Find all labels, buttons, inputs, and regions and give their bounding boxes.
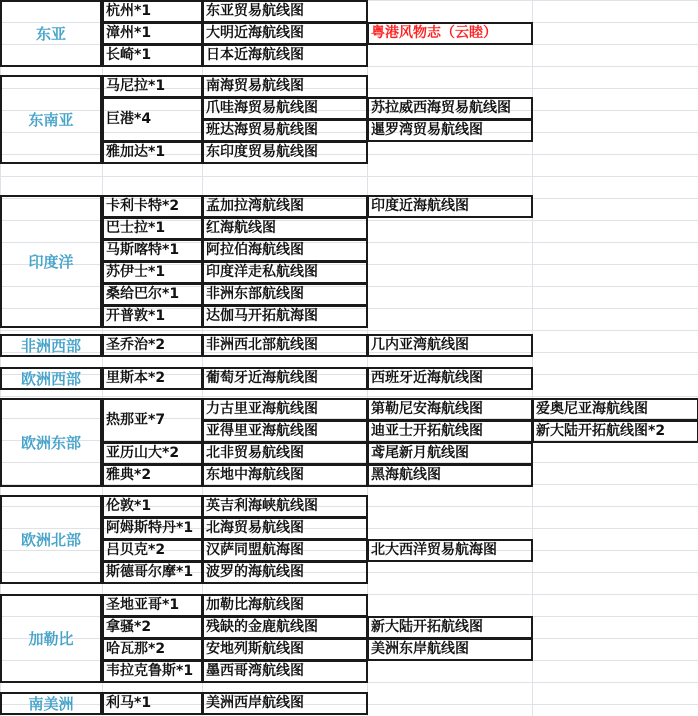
city-cell: 拿骚*2	[106, 619, 152, 635]
chart-cell: 大明近海航线图	[206, 25, 304, 41]
region-name: 欧洲北部	[20, 530, 81, 549]
chart-cell: 爱奥尼亚海航线图	[536, 401, 648, 417]
city-cell: 雅加达*1	[106, 144, 166, 160]
chart-cell: 东地中海航线图	[206, 467, 304, 483]
gridline-h	[0, 286, 698, 287]
chart-cell: 鸢尾新月航线图	[371, 445, 469, 461]
city-cell: 巴士拉*1	[106, 220, 166, 236]
chart-cell: 新大陆开拓航线图*2	[536, 423, 666, 439]
city-cell: 漳州*1	[106, 25, 152, 41]
gridline-h	[0, 396, 698, 397]
chart-cell: 印度近海航线图	[371, 198, 469, 214]
chart-cell: 第勒尼安海航线图	[371, 401, 483, 417]
region-name: 东南亚	[28, 110, 74, 129]
city-cell: 苏伊士*1	[106, 264, 166, 280]
city-cell: 里斯本*2	[106, 370, 166, 386]
gridline-h	[0, 110, 698, 111]
chart-cell: 汉萨同盟航海图	[206, 542, 304, 558]
gridline-h	[0, 374, 698, 375]
chart-cell: 美洲西岸航线图	[206, 695, 304, 711]
chart-cell: 南海贸易航线图	[206, 78, 304, 94]
chart-cell: 迪亚士开拓航线图	[371, 423, 483, 439]
region-name: 印度洋	[28, 252, 74, 271]
chart-cell: 苏拉威西海贸易航线图	[371, 100, 511, 116]
chart-cell: 非洲东部航线图	[206, 286, 304, 302]
chart-cell: 非洲西北部航线图	[206, 337, 318, 353]
chart-cell: 东亚贸易航线图	[206, 3, 304, 19]
region-name: 南美洲	[28, 694, 74, 713]
gridline-h	[0, 528, 698, 529]
chart-cell: 印度洋走私航线图	[206, 264, 318, 280]
chart-cell: 英吉利海峡航线图	[206, 498, 318, 514]
gridline-h	[0, 176, 698, 177]
city-cell: 阿姆斯特丹*1	[106, 520, 194, 536]
city-cell: 巨港*4	[106, 111, 152, 127]
chart-cell: 黑海航线图	[371, 467, 441, 483]
chart-cell: 东印度贸易航线图	[206, 144, 318, 160]
city-cell: 开普敦*1	[106, 308, 166, 324]
chart-cell: 红海航线图	[206, 220, 276, 236]
gridline-h	[0, 220, 698, 221]
city-cell: 哈瓦那*2	[106, 641, 166, 657]
chart-cell: 残缺的金鹿航线图	[206, 619, 318, 635]
city-cell: 雅典*2	[106, 467, 152, 483]
chart-cell: 西班牙近海航线图	[371, 370, 483, 386]
chart-cell: 粤港风物志（云睦）	[371, 25, 497, 41]
city-cell: 亚历山大*2	[106, 445, 180, 461]
chart-cell: 葡萄牙近海航线图	[206, 370, 318, 386]
chart-cell: 孟加拉湾航线图	[206, 198, 304, 214]
city-cell: 利马*1	[106, 695, 152, 711]
region-name: 欧洲西部	[20, 369, 81, 388]
gridline-h	[0, 330, 698, 331]
city-cell: 卡利卡特*2	[106, 198, 180, 214]
chart-cell: 加勒比海航线图	[206, 597, 304, 613]
chart-cell: 安地列斯航线图	[206, 641, 304, 657]
chart-cell: 北大西洋贸易航海图	[371, 542, 497, 558]
city-cell: 长崎*1	[106, 47, 152, 63]
chart-cell: 新大陆开拓航线图	[371, 619, 483, 635]
chart-cell: 爪哇海贸易航线图	[206, 100, 318, 116]
chart-cell: 波罗的海航线图	[206, 564, 304, 580]
gridline-h	[0, 704, 698, 705]
city-cell: 马斯喀特*1	[106, 242, 180, 258]
gridline-h	[0, 132, 698, 133]
gridline-h	[0, 506, 698, 507]
chart-cell: 阿拉伯海航线图	[206, 242, 304, 258]
chart-cell: 班达海贸易航线图	[206, 122, 318, 138]
city-cell: 桑给巴尔*1	[106, 286, 180, 302]
city-cell: 圣乔治*2	[106, 337, 166, 353]
city-cell: 韦拉克鲁斯*1	[106, 663, 194, 679]
city-cell: 热那亚*7	[106, 412, 166, 428]
city-cell: 圣地亚哥*1	[106, 597, 180, 613]
region-name: 东亚	[35, 24, 66, 43]
city-cell: 马尼拉*1	[106, 78, 166, 94]
gridline-h	[0, 352, 698, 353]
gridline-h	[0, 572, 698, 573]
city-cell: 吕贝克*2	[106, 542, 166, 558]
chart-cell: 美洲东岸航线图	[371, 641, 469, 657]
gridline-h	[0, 198, 698, 199]
chart-cell: 亚得里亚海航线图	[206, 423, 318, 439]
gridline-h	[0, 550, 698, 551]
city-cell: 伦敦*1	[106, 498, 152, 514]
gridline-h	[0, 242, 698, 243]
city-cell: 杭州*1	[106, 3, 152, 19]
region-name: 欧洲东部	[20, 433, 81, 452]
chart-cell: 墨西哥湾航线图	[206, 663, 304, 679]
region-name: 加勒比	[28, 629, 74, 648]
gridline-h	[0, 88, 698, 89]
chart-cell: 力古里亚海航线图	[206, 401, 318, 417]
chart-cell: 北非贸易航线图	[206, 445, 304, 461]
gridline-h	[0, 308, 698, 309]
chart-cell: 几内亚湾航线图	[371, 337, 469, 353]
city-cell: 斯德哥尔摩*1	[106, 564, 194, 580]
chart-cell: 达伽马开拓航海图	[206, 308, 318, 324]
chart-cell: 日本近海航线图	[206, 47, 304, 63]
gridline-h	[0, 264, 698, 265]
gridline-h	[0, 154, 698, 155]
chart-cell: 暹罗湾贸易航线图	[371, 122, 483, 138]
chart-cell: 北海贸易航线图	[206, 520, 304, 536]
region-name: 非洲西部	[20, 336, 81, 355]
